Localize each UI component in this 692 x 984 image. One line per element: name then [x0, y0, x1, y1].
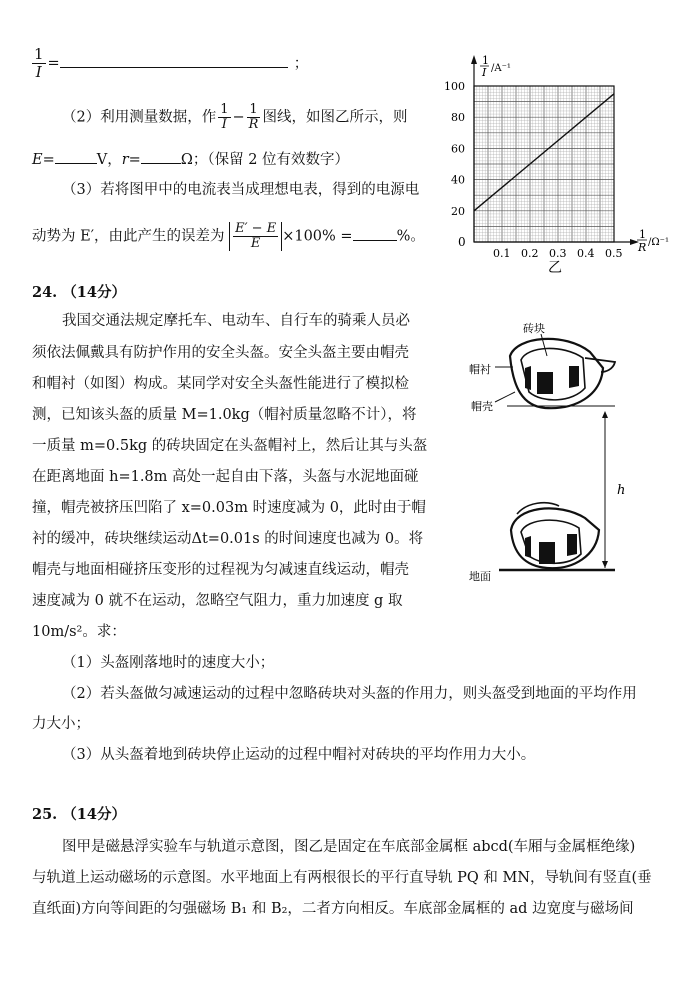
y-tick-label: 20	[451, 204, 465, 218]
q23-part2-line2: E= V，r= Ω；（保留 2 位有效数字）	[32, 152, 350, 168]
chart-grid	[474, 86, 614, 242]
q24-subquestion-2-cont: 力大小；	[32, 716, 90, 732]
x-label-den: R	[638, 241, 647, 254]
q24-paragraph-line: 撞，帽壳被挤压凹陷了 x=0.03m 时速度减为 0，此时由于帽	[32, 500, 426, 516]
fraction-1-over-I: $\frac{1}{I}$	[34, 45, 44, 81]
q23-part2-line1: （2）利用测量数据，作 $\frac{1}{I}$ − $\frac{1}{R}$ 图线，如图乙所示，则	[62, 102, 408, 132]
q25-header: 25. （14分）	[32, 806, 126, 823]
figure-caption-yi: 乙	[548, 260, 562, 276]
q24-header: 24. （14分）	[32, 284, 126, 301]
q24-paragraph-line: 一质量 m=0.5kg 的砖块固定在头盔帽衬上，然后让其与头盔	[32, 438, 428, 454]
y-label-unit: /A⁻¹	[491, 63, 511, 74]
q24-paragraph-line: 衬的缓冲，砖块继续运动Δt=0.01s 的时间速度也减为 0。将	[32, 531, 424, 547]
label-h: h	[617, 483, 626, 498]
q24-subquestion-1: （1）头盔刚落地时的速度大小；	[62, 655, 275, 671]
label-brick: 砖块	[523, 322, 545, 335]
chart-ticks	[444, 80, 623, 260]
fraction-1-over-I-small: $\frac{1}{I}$	[220, 102, 229, 132]
x-tick-label: 0.2	[521, 247, 539, 260]
graph-yi	[438, 46, 683, 278]
q25-paragraph-line: 与轨道上运动磁场的示意图。水平地面上有两根很长的平行直导轨 PQ 和 MN，导轨间有竖直(垂	[32, 870, 652, 886]
q25-paragraph-line: 图甲是磁悬浮实验车与轨道示意图，图乙是固定在车底部金属框 abcd(车厢与金属框绝缘)	[62, 839, 636, 855]
x-label-num: 1	[639, 228, 646, 241]
x-tick-label: 0.3	[549, 247, 567, 260]
y-axis-arrow-icon	[471, 55, 477, 64]
q25-paragraph-line: 直纸面)方向等间距的匀强磁场 B₁ 和 B₂，二者方向相反。车底部金属框的 ad 边宽度与磁场间	[32, 901, 634, 917]
q24-paragraph-line: 和帽衬（如图）构成。某同学对安全头盔性能进行了模拟检	[32, 376, 409, 392]
x-tick-label: 0.5	[605, 247, 623, 260]
helmet-bottom	[511, 503, 599, 568]
q24-paragraph-line: 我国交通法规定摩托车、电动车、自行车的骑乘人员必	[62, 313, 410, 329]
x-label-unit: /Ω⁻¹	[648, 237, 669, 248]
q23-part3-line1: （3）若将图甲中的电流表当成理想电表，得到的电源电	[62, 182, 420, 198]
q24-paragraph-line: 帽壳与地面相碰挤压变形的过程视为匀减速直线运动，帽壳	[32, 562, 409, 578]
y-label-den: I	[482, 66, 487, 79]
helmet-figure	[455, 318, 675, 588]
label-shell: 帽壳	[471, 400, 493, 413]
q24-paragraph-line: 速度减为 0 就不在运动，忽略空气阻力，重力加速度 g 取	[32, 593, 403, 609]
y-tick-label: 80	[451, 111, 465, 125]
q24-paragraph-line: 在距离地面 h=1.8m 高处一起自由下落，头盔与水泥地面碰	[32, 469, 419, 485]
relative-error-expression: $\frac{E' - E}{E}$	[229, 222, 282, 251]
q24-paragraph-line: 测，已知该头盔的质量 M=1.0kg（帽衬质量忽略不计），将	[32, 407, 417, 423]
y-tick-label: 40	[451, 173, 465, 187]
formula-line: $\frac{1}{I}$ = ；	[34, 45, 309, 81]
answer-blank-formula[interactable]	[60, 55, 288, 68]
x-tick-label: 0.1	[493, 247, 511, 260]
y-tick-label: 60	[451, 142, 465, 156]
answer-blank-E[interactable]	[55, 151, 97, 164]
origin-label: 0	[458, 235, 466, 249]
label-liner: 帽衬	[469, 363, 491, 376]
answer-blank-r[interactable]	[141, 151, 181, 164]
q24-subquestion-3: （3）从头盔着地到砖块停止运动的过程中帽衬对砖块的平均作用力大小。	[62, 747, 536, 763]
helmet-top	[510, 339, 615, 408]
y-tick-label: 100	[444, 80, 465, 93]
q24-paragraph-line: 10m/s²。求：	[32, 624, 126, 640]
x-tick-label: 0.4	[577, 247, 595, 260]
q24-subquestion-2: （2）若头盔做匀减速运动的过程中忽略砖块对头盔的作用力，则头盔受到地面的平均作用	[62, 686, 637, 702]
q23-part3-line2: 动势为 E′，由此产生的误差为 $\frac{E' - E}{E}$ ×100% = %。	[32, 221, 425, 251]
y-label-num: 1	[482, 54, 489, 67]
label-ground: 地面	[469, 570, 491, 583]
answer-blank-error[interactable]	[353, 228, 397, 241]
q24-paragraph-line: 须依法佩戴具有防护作用的安全头盔。安全头盔主要由帽壳	[32, 345, 409, 361]
fraction-1-over-R-small: $\frac{1}{R}$	[248, 102, 259, 132]
